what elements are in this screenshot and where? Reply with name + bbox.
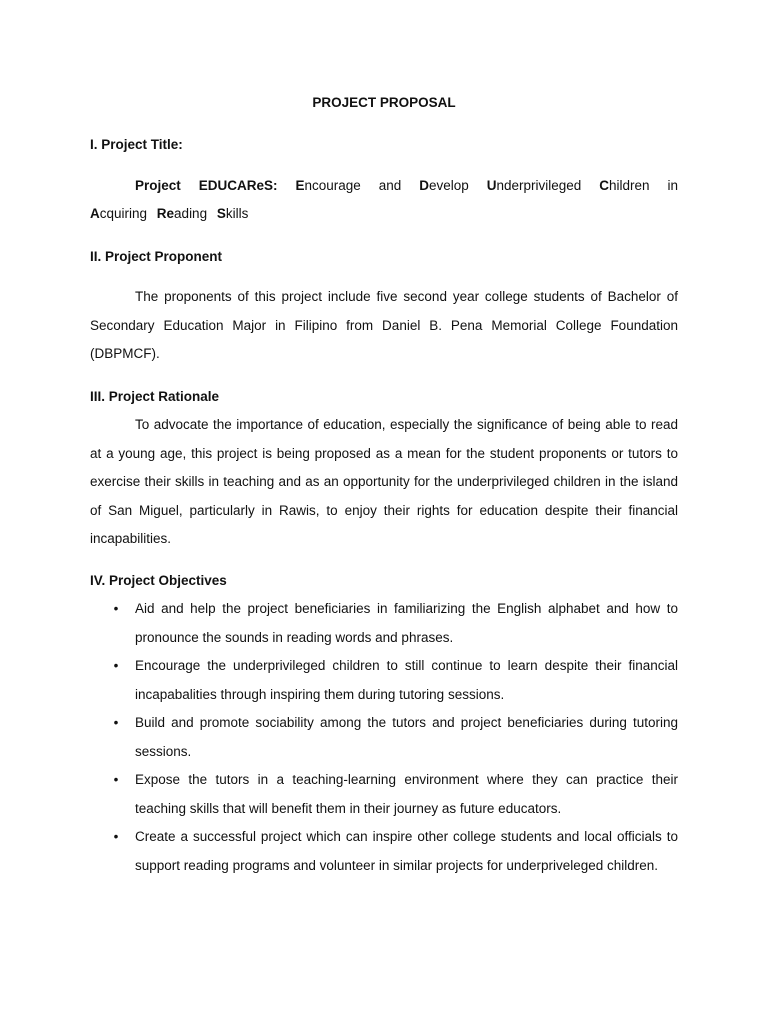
section-heading-rationale: III. Project Rationale: [90, 388, 220, 404]
list-item: • Encourage the underprivileged children to still continue to learn despite their financial incapabalities through inspiring them during tutoring sessions.: [90, 652, 678, 709]
section-heading-proponent: II. Project Proponent: [90, 248, 223, 264]
list-item: • Aid and help the project beneficiaries in familiarizing the English alphabet and how to pronounce the sounds in reading words and phrases.: [90, 595, 678, 652]
section-heading-project-title: I. Project Title:: [90, 137, 183, 152]
objectives-list: [90, 595, 678, 880]
project-name: [90, 172, 678, 229]
bullet-icon: •: [113, 601, 119, 616]
project-name-expansion: Encourage and Develop Underprivileged Children in Acquiring Reading Skills: [90, 177, 678, 221]
list-item: • Expose the tutors in a teaching-learning environment where they can practice their teaching skills that will benefit them in their journey as future educators.: [90, 766, 678, 823]
section-heading-objectives: IV. Project Objectives: [90, 572, 227, 588]
bullet-icon: •: [113, 829, 119, 844]
project-name-prefix: Project EDUCAReS:: [135, 177, 278, 193]
list-item: • Build and promote sociability among the tutors and project beneficiaries during tutoring sessions.: [90, 709, 678, 766]
list-item: • Create a successful project which can inspire other college students and local officials to support reading programs and volunteer in similar projects for underpriveleged children.: [90, 823, 678, 880]
bullet-icon: •: [113, 658, 119, 673]
document-title: PROJECT PROPOSAL: [312, 95, 456, 110]
rationale-paragraph: To advocate the importance of education, especially the significance of being able to read at a young age, this project is being proposed as a mean for the student proponents or tutors to exercise their skills in teaching and as an opportunity for the underprivileged children in the island of San Miguel, particularly in Rawis, to enjoy their rights for education despite their financial incapabilities.: [90, 417, 678, 546]
bullet-icon: •: [113, 715, 119, 730]
bullet-icon: •: [113, 772, 119, 787]
document-body: [90, 92, 678, 880]
proponent-paragraph: The proponents of this project include five second year college students of Bachelor of Secondary Education Major in Filipino from Daniel B. Pena Memorial College Foundation (DBPMCF).: [90, 289, 678, 361]
